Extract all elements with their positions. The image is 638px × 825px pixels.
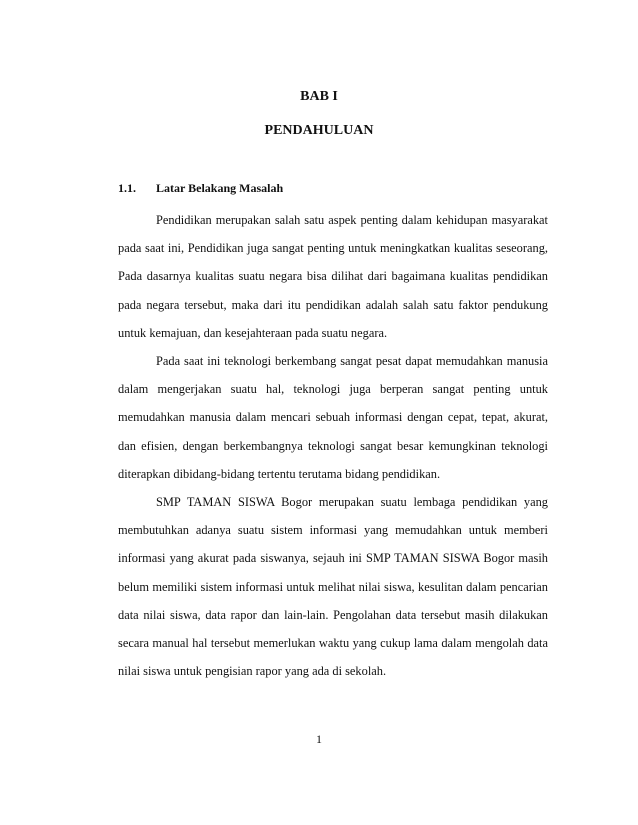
page-number: 1: [316, 732, 322, 746]
body-text: [118, 206, 548, 685]
section-number: 1.1.: [118, 181, 136, 195]
chapter-number: BAB I: [300, 89, 338, 104]
chapter-title: PENDAHULUAN: [264, 123, 374, 138]
paragraph-2: Pada saat ini teknologi berkembang sangat pesat dapat memudahkan manusia dalam mengerjakan suatu hal, teknologi juga berperan sangat penting untuk memudahkan manusia dalam mencari sebuah informasi dengan cepat, tepat, akurat, dan efisien, dengan berkembangnya teknologi sangat besar kemungkinan teknologi diterapkan dibidang-bidang tertentu terutama bidang pendidikan.: [118, 354, 548, 481]
paragraph-3: SMP TAMAN SISWA Bogor merupakan suatu lembaga pendidikan yang membutuhkan adanya suatu sistem informasi yang memudahkan untuk memberi informasi yang akurat pada siswanya, sejauh ini SMP TAMAN SISWA Bogor masih belum memiliki sistem informasi untuk melihat nilai siswa, kesulitan dalam pencarian data nilai siswa, data rapor dan lain-lain. Pengolahan data tersebut masih dilakukan secara manual hal tersebut memerlukan waktu yang cukup lama dalam mengolah data nilai siswa untuk pengisian rapor yang ada di sekolah.: [118, 495, 548, 679]
section-heading: [118, 181, 283, 196]
section-title: Latar Belakang Masalah: [156, 181, 284, 195]
paragraph-1: Pendidikan merupakan salah satu aspek penting dalam kehidupan masyarakat pada saat ini, Pendidikan juga sangat penting untuk meningkatkan kualitas seseorang, Pada dasarnya kualitas suatu negara bisa dilihat dari bagaimana kualitas pendidikan pada negara tersebut, maka dari itu pendidikan adalah salah satu faktor pendukung untuk kemajuan, dan kesejahteraan pada suatu negara.: [118, 213, 548, 340]
